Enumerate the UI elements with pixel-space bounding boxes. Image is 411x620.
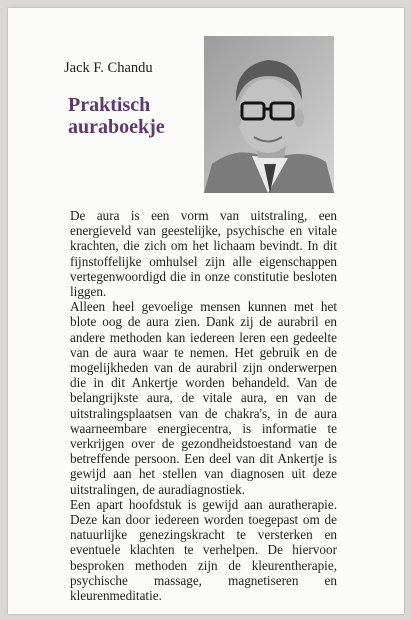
blurb-paragraph: Een apart hoofdstuk is gewijd aan auratherapie. Deze kan door iedereen worden toegepast om de natuurlijke genezingskracht te versterken en eventuele klachten te verhelpen. De hiervoor besproken methoden zijn de kleurentherapie, psychische massage, magnetiseren en kleurenmeditatie.: [70, 496, 337, 604]
author-name: Jack F. Chandu: [64, 60, 153, 76]
author-portrait-image: [204, 36, 334, 193]
blurb-paragraph: Alleen heel gevoelige mensen kunnen met het blote oog de aura zien. Dank zij de aurabril en andere methoden kan iedereen leren een gedeelte van de aura waar te nemen. Het gebruik en de mogelijkheden van de aurabril zijn onderwerpen die in dit Ankertje worden behandeld. Van de belangrijkste aura, de vitale aura, en van de uitstralingsplaatsen van de chakra's, in de aura waarneembare energiecentra, is informatie te verkrijgen over de gezondheidstoestand van de betreffende persoon. Een deel van dit Ankertje is gewijd aan het stellen van diagnosen uit deze uitstralingen, de auradiagnostiek.: [70, 299, 337, 497]
blurb-text: [70, 208, 337, 603]
title-line-2: auraboekje: [68, 116, 165, 138]
title-line-1: Praktisch: [68, 94, 151, 116]
blurb-paragraph: De aura is een vorm van uitstraling, een energieveld van geestelijke, psychische en vitale krachten, die zich om het lichaam bevindt. In dit fijnstoffelijke omhulsel zijn alle eigenschappen vertegenwoordigd die in onze constitutie besloten liggen.: [70, 208, 337, 300]
book-back-cover: [8, 8, 404, 614]
author-photo: [204, 36, 334, 193]
book-title: [68, 94, 165, 138]
